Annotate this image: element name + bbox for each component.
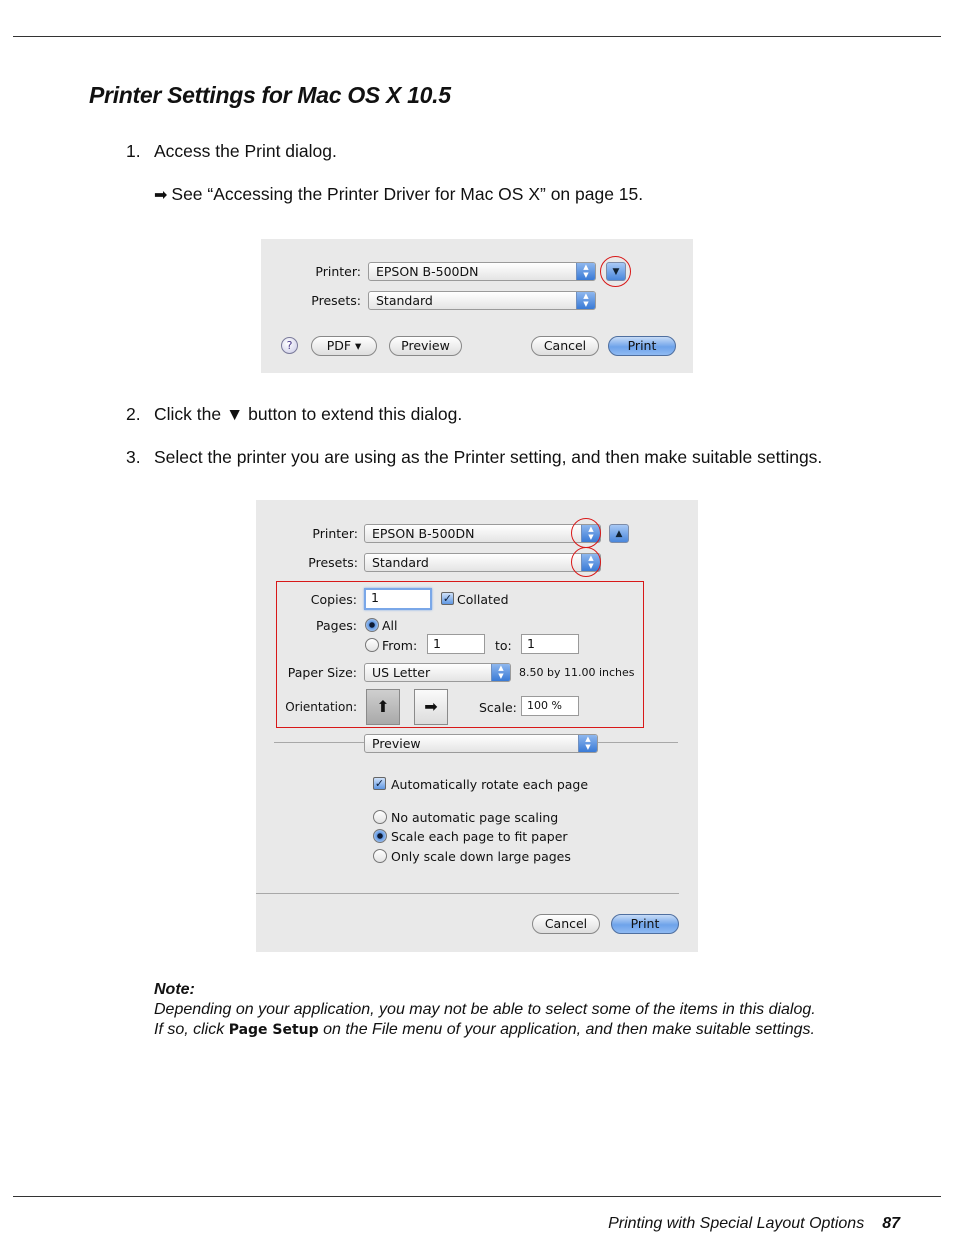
cancel-button[interactable]: Cancel <box>532 914 600 934</box>
cross-reference <box>154 184 643 205</box>
orientation-label: Orientation: <box>285 700 357 714</box>
section-popup[interactable] <box>364 734 598 753</box>
presets-label: Presets: <box>311 293 361 308</box>
step-2 <box>126 404 462 425</box>
auto-rotate-checkbox[interactable]: ✓ <box>374 777 385 790</box>
expand-dialog-button[interactable]: ▼ <box>606 262 626 281</box>
note-text: Depending on your application, you may not be able to select some of the items in this dialog. <box>154 1001 816 1018</box>
presets-popup[interactable] <box>368 291 596 310</box>
from-field[interactable]: 1 <box>427 634 485 654</box>
popup-arrows-icon: ▲ ▼ <box>491 664 510 681</box>
printer-popup[interactable] <box>364 524 601 543</box>
note-text-fragment: If so, click <box>154 1021 229 1038</box>
note-text <box>154 1021 815 1039</box>
copies-field[interactable]: 1 <box>364 588 432 610</box>
divider <box>256 893 679 894</box>
scaling-option-label: Scale each page to fit paper <box>391 829 568 844</box>
paper-size-popup[interactable] <box>364 663 511 682</box>
printer-label: Printer: <box>315 264 361 279</box>
scale-label: Scale: <box>479 700 517 715</box>
pdf-button[interactable]: PDF ▾ <box>311 336 377 356</box>
print-button[interactable]: Print <box>611 914 679 934</box>
menu-command: Page Setup <box>228 1022 319 1038</box>
popup-arrows-icon: ▲ ▼ <box>576 263 595 280</box>
step-text: button to extend this dialog. <box>243 404 463 424</box>
print-button[interactable]: Print <box>608 336 676 356</box>
print-dialog-expanded <box>256 500 698 952</box>
pages-all-label: All <box>382 618 398 633</box>
cancel-button[interactable]: Cancel <box>531 336 599 356</box>
presets-value: Standard <box>372 555 429 570</box>
copies-label: Copies: <box>310 592 357 607</box>
printer-value: EPSON B-500DN <box>372 526 475 541</box>
from-label: From: <box>382 638 418 653</box>
presets-label: Presets: <box>308 555 358 570</box>
to-field[interactable]: 1 <box>521 634 579 654</box>
preview-button[interactable]: Preview <box>389 336 462 356</box>
popup-arrows-icon: ▲ ▼ <box>581 554 600 571</box>
step-number: 2. <box>126 404 141 424</box>
note-heading: Note: <box>154 981 195 998</box>
page-number: 87 <box>882 1215 900 1232</box>
presets-value: Standard <box>376 293 433 308</box>
pages-from-radio[interactable] <box>365 638 379 652</box>
step-number: 3. <box>126 447 141 467</box>
step-1 <box>126 141 337 162</box>
footer-section-title: Printing with Special Layout Options <box>608 1215 865 1232</box>
popup-arrows-icon: ▲ ▼ <box>578 735 597 752</box>
pages-label: Pages: <box>316 618 357 633</box>
paper-dimensions: 8.50 by 11.00 inches <box>519 666 635 679</box>
popup-arrows-icon: ▲ ▼ <box>581 525 600 542</box>
popup-arrows-icon: ▲ ▼ <box>576 292 595 309</box>
triangle-down-icon: ▼ <box>225 404 244 424</box>
scale-field[interactable]: 100 % <box>521 696 579 716</box>
page-footer <box>608 1215 900 1233</box>
step-number: 1. <box>126 141 141 161</box>
collated-label: Collated <box>457 592 509 607</box>
help-button[interactable]: ? <box>281 337 298 354</box>
divider <box>274 742 364 743</box>
no-scaling-radio[interactable] <box>373 810 387 824</box>
collated-checkbox[interactable]: ✓ <box>442 592 453 605</box>
printer-label: Printer: <box>312 526 358 541</box>
step-3 <box>126 447 822 468</box>
note-text-fragment: on the File menu of your application, and then make suitable settings. <box>318 1021 815 1038</box>
divider <box>598 742 678 743</box>
scale-down-radio[interactable] <box>373 849 387 863</box>
cross-reference-link[interactable]: See “Accessing the Printer Driver for Mac OS X” on page 15. <box>171 184 644 204</box>
printer-value: EPSON B-500DN <box>376 264 479 279</box>
footer-rule <box>13 1196 941 1197</box>
page-title: Printer Settings for Mac OS X 10.5 <box>89 82 451 108</box>
scale-to-fit-radio[interactable] <box>373 829 387 843</box>
pages-all-radio[interactable] <box>365 618 379 632</box>
portrait-orientation-icon[interactable]: ⬆ <box>366 689 400 725</box>
to-label: to: <box>495 638 512 653</box>
section-value: Preview <box>372 736 421 751</box>
scaling-option-label: Only scale down large pages <box>391 849 571 864</box>
print-dialog-collapsed <box>261 239 693 373</box>
highlight-circle <box>600 256 631 287</box>
landscape-orientation-icon[interactable]: ➡ <box>414 689 448 725</box>
header-rule <box>13 36 941 37</box>
scaling-option-label: No automatic page scaling <box>391 810 559 825</box>
paper-size-label: Paper Size: <box>287 665 357 680</box>
auto-rotate-label: Automatically rotate each page <box>391 777 589 792</box>
step-text: Select the printer you are using as the Printer setting, and then make suitable settings. <box>154 447 823 467</box>
presets-popup[interactable] <box>364 553 601 572</box>
right-arrow-icon: ➡ <box>154 187 168 204</box>
printer-popup[interactable] <box>368 262 596 281</box>
highlight-circle <box>571 518 601 548</box>
step-text: Access the Print dialog. <box>154 141 337 161</box>
paper-size-value: US Letter <box>372 665 431 680</box>
highlight-circle <box>571 547 601 577</box>
collapse-dialog-button[interactable]: ▲ <box>609 524 629 543</box>
step-text: Click the <box>154 404 226 424</box>
